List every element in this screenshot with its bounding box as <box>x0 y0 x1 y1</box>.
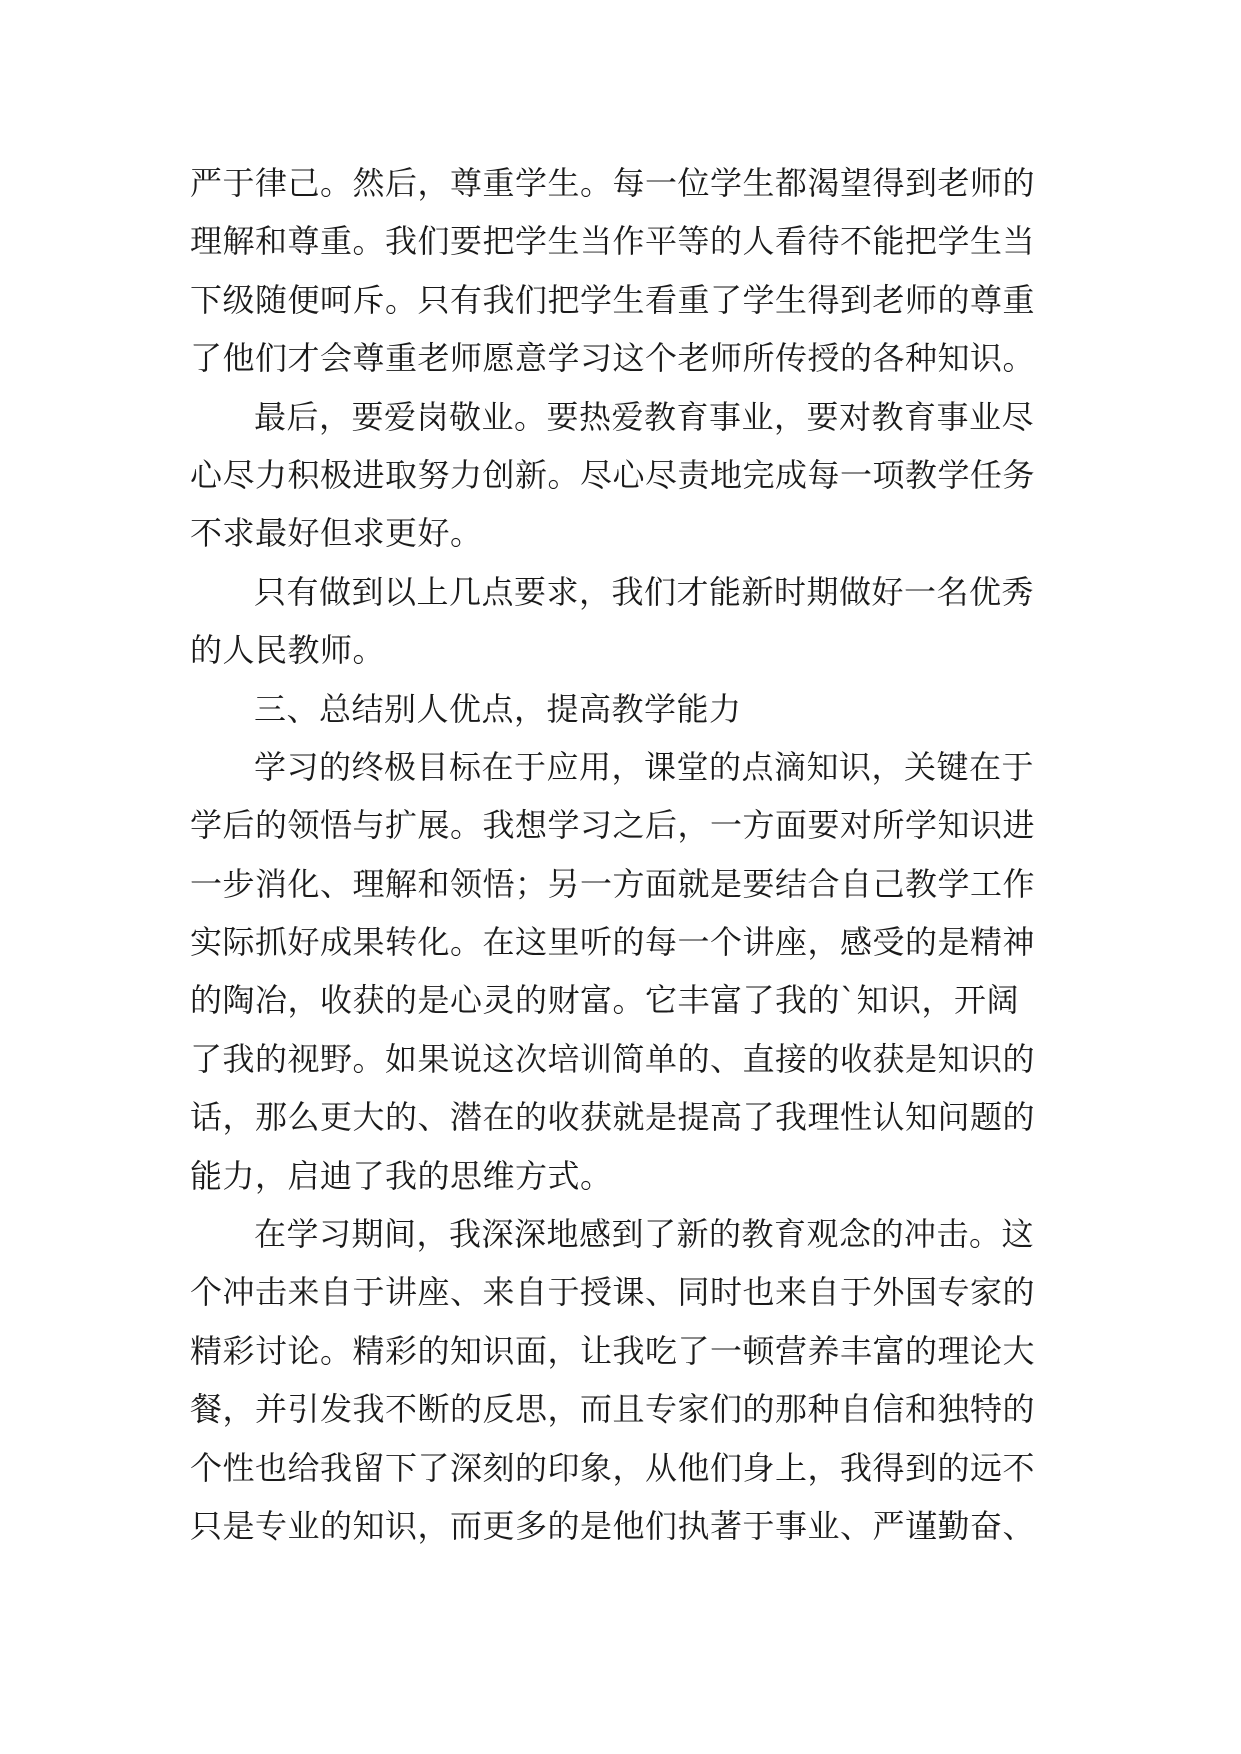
text-line: 的人民教师。 <box>190 631 386 670</box>
paragraph-first-line: 在学习期间，我深深地感到了新的教育观念的冲击。这 <box>254 1215 1035 1254</box>
text-line: 个性也给我留下了深刻的印象，从他们身上，我得到的远不 <box>190 1448 1036 1487</box>
paragraph-first-line: 只有做到以上几点要求，我们才能新时期做好一名优秀 <box>254 572 1035 611</box>
document-body <box>190 154 1090 1555</box>
text-line: 只是专业的知识，而更多的是他们执著于事业、严谨勤奋、 <box>190 1506 1036 1545</box>
text-line: 理解和尊重。我们要把学生当作平等的人看待不能把学生当 <box>190 222 1036 261</box>
section-heading: 三、总结别人优点，提高教学能力 <box>254 689 742 728</box>
text-line: 一步消化、理解和领悟；另一方面就是要结合自己教学工作 <box>190 864 1036 903</box>
text-line: 了他们才会尊重老师愿意学习这个老师所传授的各种知识。 <box>190 339 1036 378</box>
text-line: 下级随便呵斥。只有我们把学生看重了学生得到老师的尊重 <box>190 280 1036 319</box>
text-line: 餐，并引发我不断的反思，而且专家们的那种自信和独特的 <box>190 1390 1036 1429</box>
paragraph-first-line: 学习的终极目标在于应用，课堂的点滴知识，关键在于 <box>254 747 1035 786</box>
text-line: 心尽力积极进取努力创新。尽心尽责地完成每一项教学任务 <box>190 455 1036 494</box>
text-line: 能力，启迪了我的思维方式。 <box>190 1156 613 1195</box>
text-line: 的陶冶，收获的是心灵的财富。它丰富了我的`知识，开阔 <box>190 981 1020 1020</box>
text-line: 话，那么更大的、潜在的收获就是提高了我理性认知问题的 <box>190 1098 1036 1137</box>
text-line: 精彩讨论。精彩的知识面，让我吃了一顿营养丰富的理论大 <box>190 1331 1036 1370</box>
text-line: 不求最好但求更好。 <box>190 514 483 553</box>
text-line: 了我的视野。如果说这次培训简单的、直接的收获是知识的 <box>190 1039 1036 1078</box>
text-line: 严于律己。然后，尊重学生。每一位学生都渴望得到老师的 <box>190 164 1036 202</box>
text-line: 实际抓好成果转化。在这里听的每一个讲座，感受的是精神 <box>190 923 1036 962</box>
text-line: 学后的领悟与扩展。我想学习之后，一方面要对所学知识进 <box>190 806 1036 845</box>
paragraph-first-line: 最后，要爱岗敬业。要热爱教育事业，要对教育事业尽 <box>254 397 1035 436</box>
text-line: 个冲击来自于讲座、来自于授课、同时也来自于外国专家的 <box>190 1273 1036 1312</box>
